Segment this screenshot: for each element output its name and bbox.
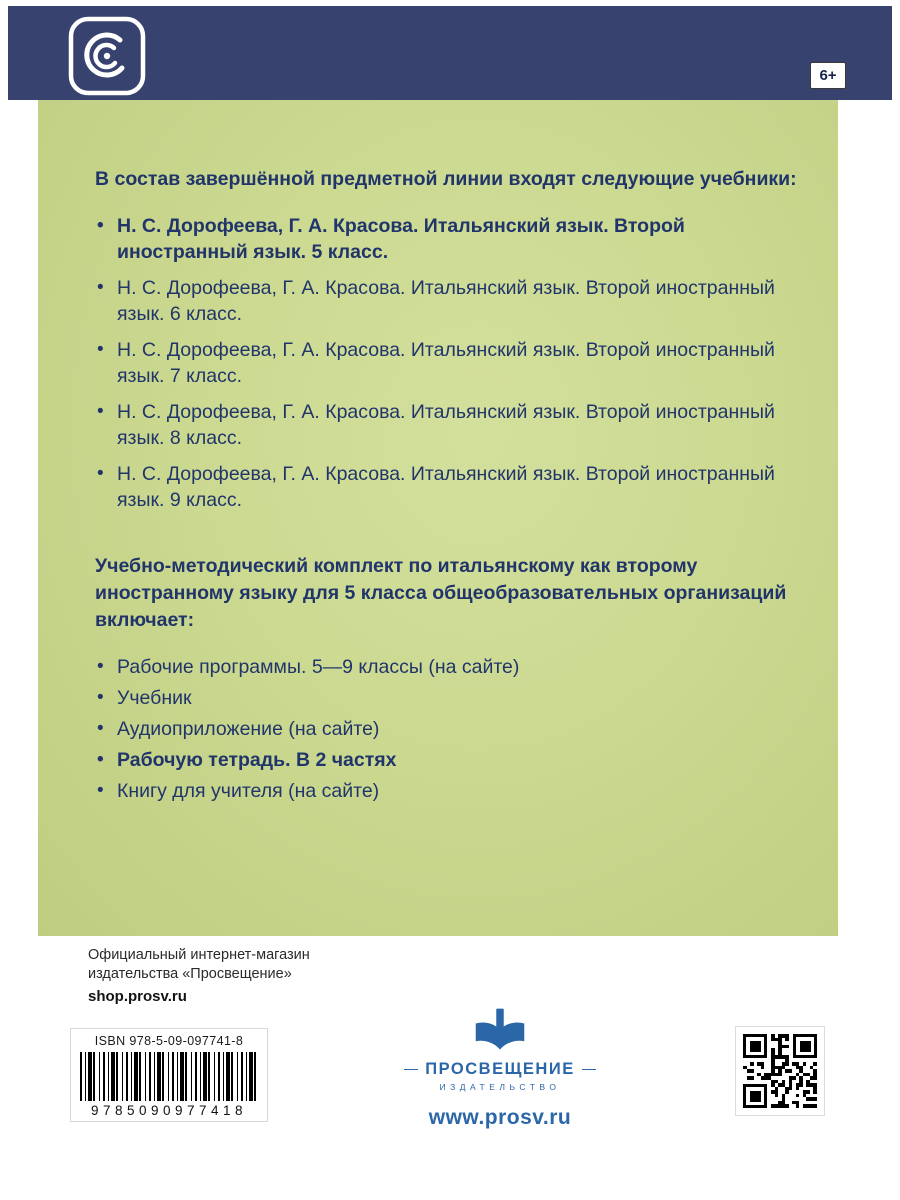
- shop-url: shop.prosv.ru: [88, 988, 187, 1005]
- umk-list-item: • Книгу для учителя (на сайте): [95, 778, 802, 804]
- shop-line-1: Официальный интернет-магазин: [88, 947, 310, 963]
- header-band: [8, 6, 892, 100]
- qr-finder-bottom-left: [743, 1084, 767, 1108]
- publisher-name: ПРОСВЕЩЕНИЕ: [425, 1060, 575, 1078]
- isbn-label: ISBN 978-5-09-097741-8: [94, 1034, 244, 1048]
- series-list-item: • Н. С. Дорофеева, Г. А. Красова. Итальянский язык. Второй иностранный язык. 8 класс.: [95, 399, 802, 451]
- cover-panel: [38, 100, 838, 936]
- umk-list-item: • Аудиоприложение (на сайте): [95, 716, 802, 742]
- barcode-bars: [80, 1052, 258, 1101]
- qr-code: [735, 1026, 825, 1116]
- section-gap: [95, 523, 802, 553]
- series-list-item: • Н. С. Дорофеева, Г. А. Красова. Итальянский язык. Второй иностранный язык. 5 класс.: [95, 213, 802, 265]
- umk-list-item: • Учебник: [95, 685, 802, 711]
- open-book-icon: [472, 1006, 528, 1056]
- barcode-digits: 9785090977418: [90, 1103, 248, 1118]
- series-list-item: • Н. С. Дорофеева, Г. А. Красова. Итальянский язык. Второй иностранный язык. 7 класс.: [95, 337, 802, 389]
- shop-line-2: издательства «Просвещение»: [88, 966, 292, 982]
- qr-finder-top-right: [793, 1034, 817, 1058]
- series-list: [95, 213, 802, 513]
- publisher-logo: [388, 1006, 612, 1130]
- publisher-emblem-icon: [68, 16, 146, 96]
- umk-list: [95, 654, 802, 804]
- qr-pattern: [743, 1034, 817, 1108]
- qr-finder-top-left: [743, 1034, 767, 1058]
- shop-info: [88, 946, 310, 1006]
- series-list-item: • Н. С. Дорофеева, Г. А. Красова. Итальянский язык. Второй иностранный язык. 9 класс.: [95, 461, 802, 513]
- age-rating-badge: 6+: [810, 62, 846, 89]
- umk-list-item: • Рабочую тетрадь. В 2 частях: [95, 747, 802, 773]
- umk-intro-heading: Учебно-методический комплект по итальянскому как второму иностранному языку для 5 класса общеобразовательных организаций включает:: [95, 555, 787, 631]
- series-intro-heading: В состав завершённой предметной линии входят следующие учебники:: [95, 168, 797, 190]
- publisher-name-row: [388, 1060, 612, 1079]
- publisher-subtitle: ИЗДАТЕЛЬСТВО: [439, 1082, 561, 1092]
- isbn-barcode: [70, 1028, 268, 1122]
- umk-list-item: • Рабочие программы. 5—9 классы (на сайте): [95, 654, 802, 680]
- publisher-url: www.prosv.ru: [428, 1106, 572, 1129]
- series-list-item: • Н. С. Дорофеева, Г. А. Красова. Итальянский язык. Второй иностранный язык. 6 класс.: [95, 275, 802, 327]
